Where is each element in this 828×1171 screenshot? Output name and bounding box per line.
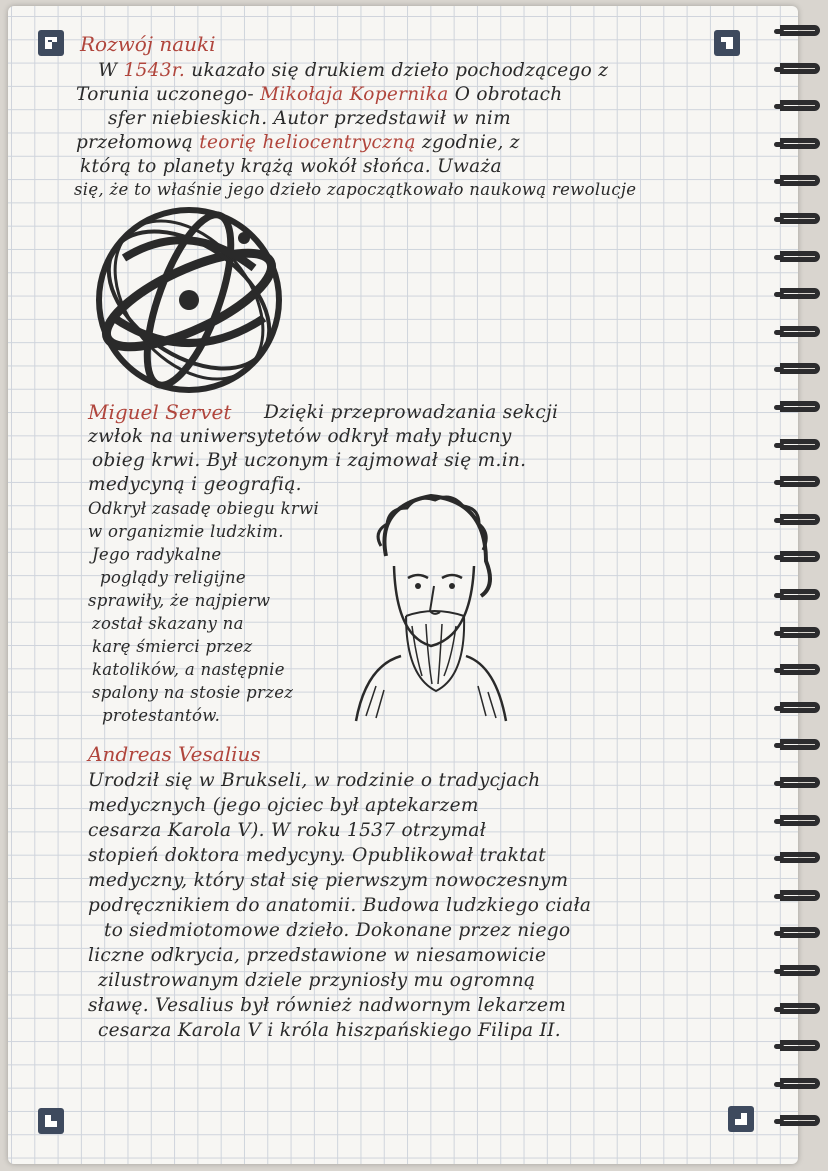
paragraph-line: zilustrowanym dziele przyniosły mu ogromną	[98, 970, 536, 991]
paragraph-line: obieg krwi. Był uczonym i zajmował się m.in.	[92, 450, 527, 471]
paragraph-line: Jego radykalne	[92, 545, 222, 564]
spiral-ring	[780, 589, 820, 600]
paragraph-line: się, że to właśnie jego dzieło zapoczątkowało naukową rewolucje	[74, 180, 637, 199]
spiral-ring	[780, 138, 820, 149]
paragraph-line: sławę. Vesalius był również nadwornym lekarzem	[88, 995, 567, 1016]
spiral-ring	[780, 702, 820, 713]
spiral-ring	[780, 551, 820, 562]
paragraph-line: medycznych (jego ojciec był aptekarzem	[88, 795, 479, 816]
paragraph-line: karę śmierci przez	[92, 637, 253, 656]
paragraph-line: medyczny, który stał się pierwszym nowoczesnym	[88, 870, 569, 891]
spiral-ring	[780, 1040, 820, 1051]
notebook-page	[8, 6, 798, 1164]
paragraph-line: stopień doktora medycyny. Opublikował traktat	[88, 845, 546, 866]
spiral-ring	[780, 890, 820, 901]
armillary-sphere-illustration	[84, 198, 294, 398]
spiral-ring	[780, 213, 820, 224]
spiral-ring	[780, 100, 820, 111]
spiral-ring	[780, 288, 820, 299]
spiral-ring	[780, 1115, 820, 1126]
corner-logo-icon	[38, 1108, 64, 1134]
spiral-ring	[780, 927, 820, 938]
spiral-ring	[780, 25, 820, 36]
spiral-ring	[780, 664, 820, 675]
spiral-ring	[780, 1003, 820, 1014]
spiral-ring	[780, 815, 820, 826]
paragraph-line: zwłok na uniwersytetów odkrył mały płucny	[88, 426, 512, 447]
paragraph-line: katolików, a następnie	[92, 660, 285, 679]
corner-logo-icon	[714, 30, 740, 56]
spiral-ring	[780, 363, 820, 374]
spiral-ring	[780, 852, 820, 863]
corner-logo-icon	[38, 30, 64, 56]
paragraph-line: którą to planety krążą wokół słońca. Uważa	[80, 156, 502, 177]
paragraph-line: przełomową teorię heliocentryczną zgodnie, z	[76, 132, 520, 153]
paragraph-line: Torunia uczonego- Mikołaja Kopernika O obrotach	[76, 84, 563, 105]
paragraph-line: to siedmiotomowe dzieło. Dokonane przez niego	[104, 920, 571, 941]
spiral-ring	[780, 739, 820, 750]
spiral-ring	[780, 627, 820, 638]
portrait-sketch-illustration	[346, 486, 516, 726]
section-title-rozwoj-nauki: Rozwój nauki	[80, 32, 216, 56]
corner-logo-icon	[728, 1106, 754, 1132]
spiral-ring	[780, 476, 820, 487]
paragraph-line: spalony na stosie przez	[92, 683, 294, 702]
paragraph-line: Urodził się w Brukseli, w rodzinie o tradycjach	[88, 770, 541, 791]
spiral-ring	[780, 63, 820, 74]
paragraph-line: cesarza Karola V i króla hiszpańskiego Filipa II.	[98, 1020, 561, 1041]
spiral-ring	[780, 439, 820, 450]
spiral-ring	[780, 965, 820, 976]
year-highlight: 1543r.	[123, 60, 186, 81]
section-title-andreas-vesalius: Andreas Vesalius	[88, 742, 261, 766]
theory-highlight: teorię heliocentryczną	[199, 132, 416, 153]
paragraph-line: liczne odkrycia, przedstawione w niesamowicie	[88, 945, 547, 966]
spiral-binding	[776, 25, 828, 1145]
paragraph-line: Odkrył zasadę obiegu krwi	[88, 499, 320, 518]
paragraph-line: w organizmie ludzkim.	[88, 522, 284, 541]
paragraph-line: protestantów.	[102, 706, 221, 725]
spiral-ring	[780, 175, 820, 186]
section-title-miguel-servet: Miguel Servet	[88, 400, 232, 424]
spiral-ring	[780, 514, 820, 525]
paragraph-line: sfer niebieskich. Autor przedstawił w nim	[108, 108, 511, 129]
paragraph-line: cesarza Karola V). W roku 1537 otrzymał	[88, 820, 487, 841]
spiral-ring	[780, 1078, 820, 1089]
spiral-ring	[780, 326, 820, 337]
paragraph-line: W 1543r. ukazało się drukiem dzieło pochodzącego z	[98, 60, 609, 81]
paragraph-line: sprawiły, że najpierw	[88, 591, 271, 610]
spiral-ring	[780, 251, 820, 262]
paragraph-line: medycyną i geografią.	[88, 474, 302, 495]
spiral-ring	[780, 777, 820, 788]
name-highlight: Mikołaja Kopernika	[260, 84, 449, 105]
paragraph-line: został skazany na	[92, 614, 244, 633]
paragraph-line: Dzięki przeprowadzania sekcji	[264, 402, 559, 423]
spiral-ring	[780, 401, 820, 412]
paragraph-line: poglądy religijne	[100, 568, 246, 587]
paragraph-line: podręcznikiem do anatomii. Budowa ludzkiego ciała	[88, 895, 592, 916]
